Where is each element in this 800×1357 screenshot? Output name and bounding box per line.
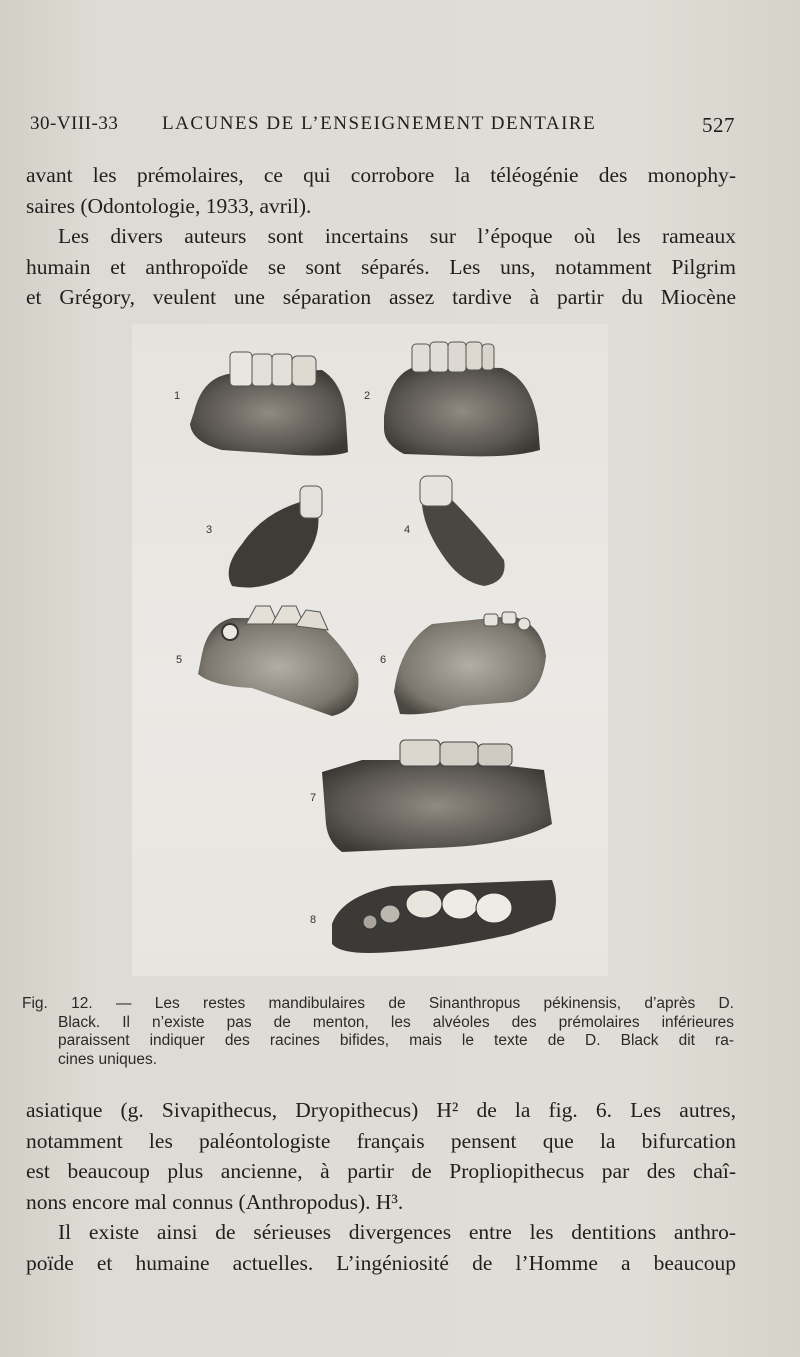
text-line: poïde et humaine actuelles. L’ingéniosité de l’Homme a beaucoup (26, 1250, 736, 1275)
figure-label-2: 2 (364, 390, 371, 402)
text-line: saires (Odontologie, 1933, avril). (26, 193, 312, 218)
top-paragraph (26, 160, 736, 313)
text-line: est beaucoup plus ancienne, à partir de Propliopithecus par des chaî- (26, 1159, 736, 1183)
mandible-fragment-7 (322, 740, 552, 852)
figure-plate (132, 324, 608, 976)
mandible-fragment-8 (332, 880, 556, 953)
text-line: nons encore mal connus (Anthropodus). H³. (26, 1189, 404, 1214)
header-title: LACUNES DE L’ENSEIGNEMENT DENTAIRE (162, 113, 597, 134)
caption-line: Fig. 12. — Les restes mandibulaires de Sinanthropus pékinensis, d’après D. (22, 995, 734, 1012)
figure-label-7: 7 (310, 792, 317, 804)
figure-label-8: 8 (310, 914, 317, 926)
figure-caption (22, 995, 734, 1069)
text-line: asiatique (g. Sivapithecus, Dryopithecus) H² de la fig. 6. Les autres, (26, 1098, 736, 1122)
figure-label-1: 1 (174, 390, 181, 402)
text-line: Il existe ainsi de sérieuses divergences entre les dentitions anthro- (58, 1220, 736, 1244)
caption-line: paraissent indiquer des racines bifides, mais le texte de D. Black dit ra- (58, 1032, 734, 1049)
caption-line: cines uniques. (58, 1050, 158, 1068)
mandible-fragment-1 (190, 352, 348, 456)
caption-line: Black. Il n’existe pas de menton, les alvéoles des prémolaires inférieures (58, 1013, 734, 1031)
mandible-fragment-4 (420, 476, 505, 586)
figure-label-6: 6 (380, 654, 387, 666)
mandible-photographs (132, 324, 608, 976)
bottom-paragraph (26, 1095, 736, 1278)
text-line: humain et anthropoïde se sont séparés. Les uns, notamment Pilgrim (26, 254, 736, 279)
text-line: avant les prémolaires, ce qui corrobore la téléogénie des monophy- (26, 163, 736, 187)
mandible-fragment-2 (384, 342, 540, 456)
running-head (30, 113, 735, 143)
mandible-fragment-3 (229, 486, 322, 588)
figure-label-3: 3 (206, 524, 213, 536)
figure-label-4: 4 (404, 524, 411, 536)
text-line: et Grégory, veulent une séparation assez tardive à partir du Miocène (26, 285, 736, 309)
mandible-fragment-5 (198, 606, 358, 716)
page-number: 527 (702, 113, 735, 137)
header-date: 30-VIII-33 (30, 113, 119, 134)
text-line: Les divers auteurs sont incertains sur l’époque où les rameaux (58, 224, 736, 248)
text-line: notamment les paléontologiste français pensent que la bifurcation (26, 1128, 736, 1153)
figure-label-5: 5 (176, 654, 183, 666)
mandible-fragment-6 (394, 612, 546, 714)
